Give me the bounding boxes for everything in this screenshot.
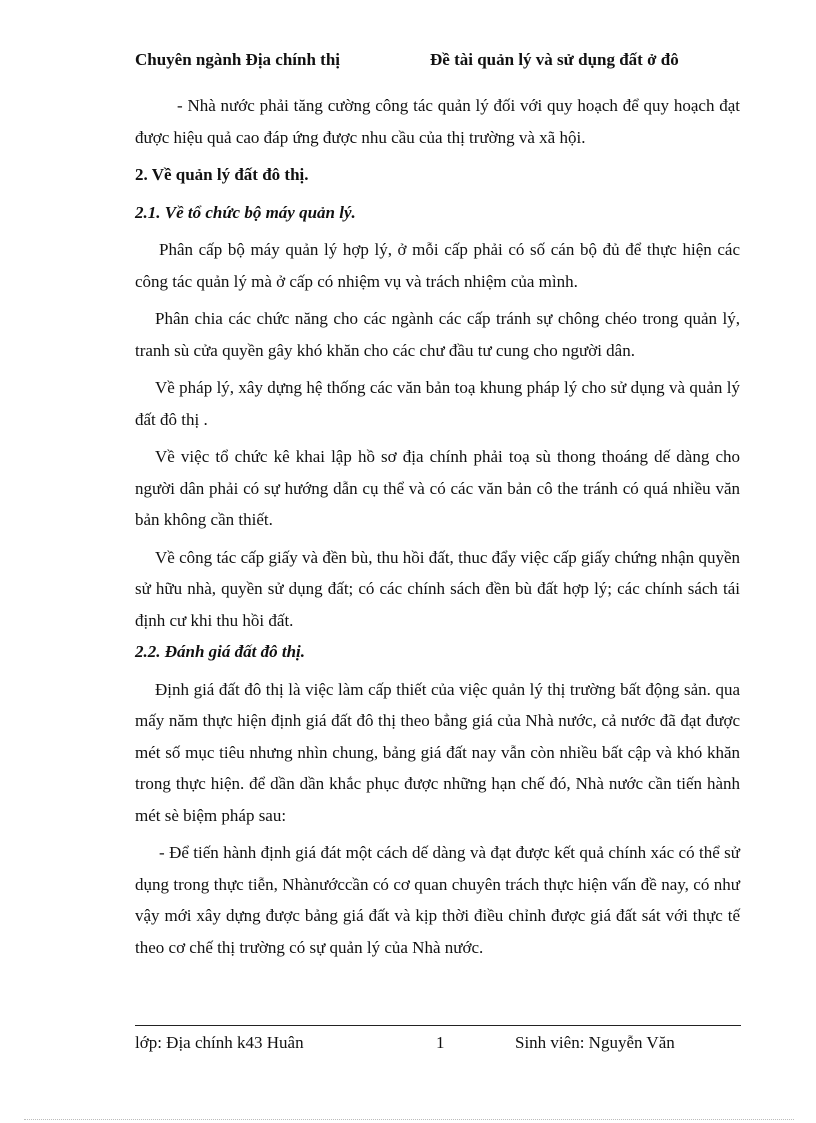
paragraph-certificates: Về công tác cấp giấy và đền bù, thu hồi đất, thuc đẩy việc cấp giấy chứng nhận quyền sử hữu nhà, quyền sử dụng đất; có các chính sách đền bù đất hợp lý; các chính sách tái định cư khi thu hồi đất. xyxy=(135,547,740,630)
footer-divider xyxy=(135,1025,741,1026)
header-left: Chuyên ngành Địa chính thị xyxy=(135,50,341,69)
paragraph-planning: - Nhà nước phải tăng cường công tác quản lý đối với quy hoạch để quy hoạch đạt được hiệu quả cao đáp ứng được nhu cầu của thị trường và xã hội. xyxy=(135,96,740,147)
page-bottom-divider xyxy=(24,1119,794,1120)
subsection-heading-2-1: 2.1. Về tổ chức bộ máy quản lý. xyxy=(135,202,356,222)
paragraph-apparatus: Phân cấp bộ máy quản lý hợp lý, ở mỗi cấp phải có số cán bộ đủ để thực hiện các công tác quản lý mà ở cấp có nhiệm vụ và trách nhiệm của mình. xyxy=(135,240,740,291)
paragraph-legal: Về pháp lý, xây dựng hệ thống các văn bản toạ khung pháp lý cho sử dụng và quản lý đất đô thị . xyxy=(135,378,740,429)
paragraph-measures: - Để tiến hành định giá đát một cách dế dàng và đạt được kết quả chính xác có thể sử dụng trong thực tiễn, Nhànướccần có cơ quan chuyên trách thực hiện vấn đề nay, có như vậy mới xây dựng được bảng giá đất và kịp thời điều chỉnh được giá đất sát với thực tế theo cơ chế thị trường có sự quản lý của Nhà nước. xyxy=(135,843,740,957)
footer-right: Sinh viên: Nguyễn Văn xyxy=(515,1033,675,1052)
subsection-heading-2-2: 2.2. Đánh giá đất đô thị. xyxy=(135,642,306,661)
paragraph-valuation: Định giá đất đô thị là việc làm cấp thiết của việc quản lý thị trường bất động sản. qua mấy năm thực hiện định giá đất đô thị theo bẳng giá của Nhà nước, cả nước đã đạt được mét số mục tiêu nhưng nhìn chung, bảng giá đất nay vẫn còn nhiều bất cập và khó khăn trong thực hiện. để dần dần khắc phục được những hạn chế đó, Nhà nước cần tiến hành mét sè biệm pháp sau: xyxy=(135,679,740,825)
footer-left: lớp: Địa chính k43 Huân xyxy=(135,1033,304,1052)
document-body xyxy=(135,90,740,963)
section-heading-2: 2. Về quản lý đất đô thị. xyxy=(135,165,309,184)
page-number: 1 xyxy=(436,1033,445,1052)
paragraph-registration: Về việc tổ chức kê khai lập hồ sơ địa chính phải toạ sù thong thoáng dế dàng cho người dân phải có sự hướng dẫn cụ thể và có các văn bản cô the tránh có quá nhiều văn bản không cần thiết. xyxy=(135,447,740,529)
paragraph-functions: Phân chia các chức năng cho các ngành các cấp tránh sự chông chéo trong quản lý, tranh sù cửa quyền gây khó khăn cho các chư đầu tư cung cho người dân. xyxy=(135,309,740,360)
header-right: Đề tài quản lý và sử dụng đất ở đô xyxy=(430,50,679,69)
